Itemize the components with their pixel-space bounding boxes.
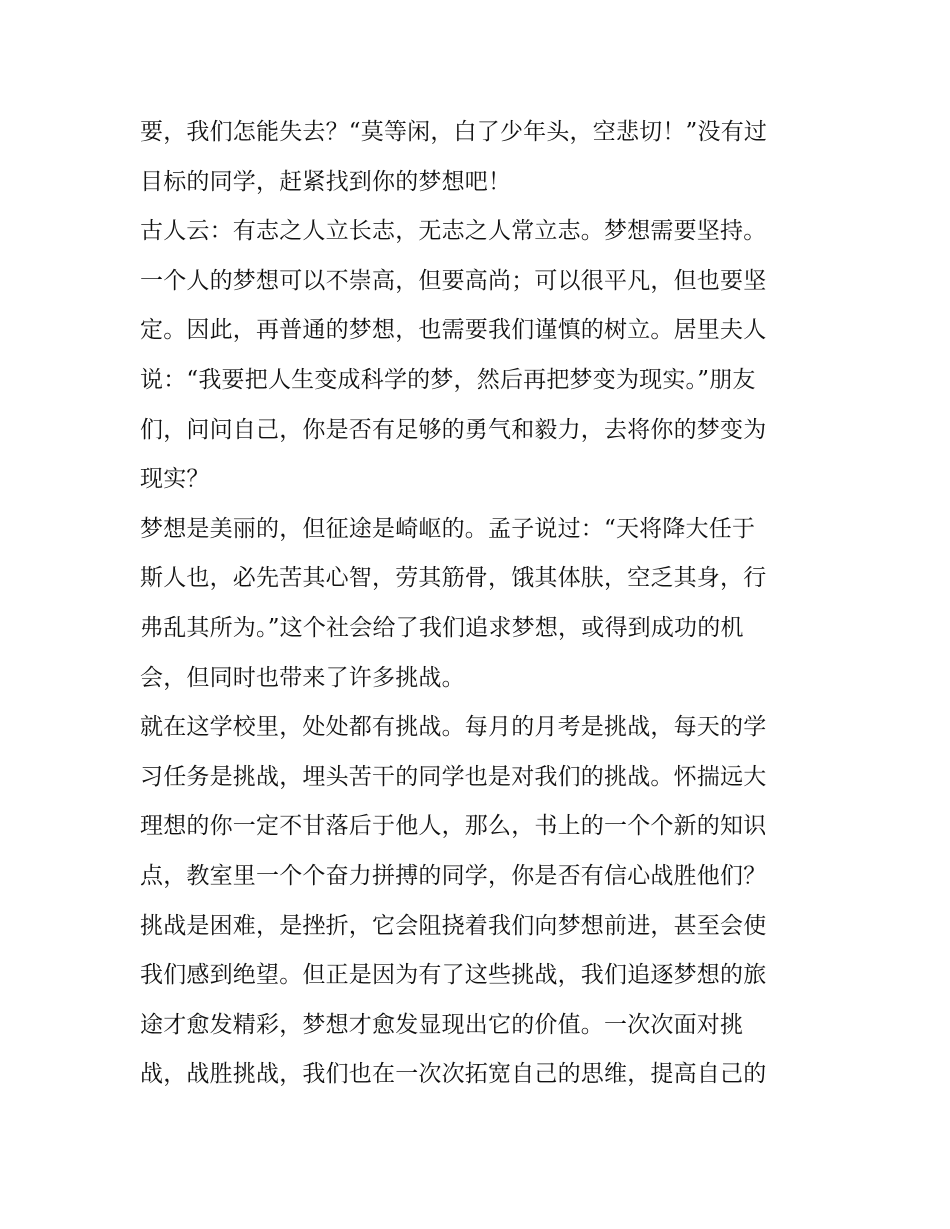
text-line: 挑战是困难，是挫折，它会阻挠着我们向梦想前进，甚至会使 bbox=[140, 912, 767, 939]
text-line: 现实？ bbox=[140, 466, 210, 493]
text-line: 点，教室里一个个奋力拼搏的同学，你是否有信心战胜他们？ bbox=[140, 862, 767, 889]
text-line: 弗乱其所为。”这个社会给了我们追求梦想，或得到成功的机 bbox=[140, 614, 744, 641]
text-line: 会，但同时也带来了许多挑战。 bbox=[140, 664, 465, 691]
text-line: 们，问问自己，你是否有足够的勇气和毅力，去将你的梦变为 bbox=[140, 416, 767, 443]
text-line: 习任务是挑战，埋头苦干的同学也是对我们的挑战。怀揣远大 bbox=[140, 763, 767, 790]
text-line: 定。因此，再普通的梦想，也需要我们谨慎的树立。居里夫人 bbox=[140, 317, 767, 344]
text-line: 一个人的梦想可以不崇高，但要高尚；可以很平凡，但也要坚 bbox=[140, 267, 767, 294]
text-line: 战，战胜挑战，我们也在一次次拓宽自己的思维，提高自己的 bbox=[140, 1061, 767, 1088]
text-line: 理想的你一定不甘落后于他人，那么，书上的一个个新的知识 bbox=[140, 813, 767, 840]
text-line: 梦想是美丽的，但征途是崎岖的。孟子说过：“天将降大任于 bbox=[140, 515, 756, 542]
text-line: 说：“我要把人生变成科学的梦，然后再把梦变为现实。”朋友 bbox=[140, 366, 756, 393]
text-line: 就在这学校里，处处都有挑战。每月的月考是挑战，每天的学 bbox=[140, 714, 767, 741]
text-line: 途才愈发精彩，梦想才愈发显现出它的价值。一次次面对挑 bbox=[140, 1011, 744, 1038]
text-line: 目标的同学，赶紧找到你的梦想吧！ bbox=[140, 168, 512, 195]
text-line: 我们感到绝望。但正是因为有了这些挑战，我们追逐梦想的旅 bbox=[140, 962, 767, 989]
body-text bbox=[140, 108, 820, 1100]
text-line: 要，我们怎能失去？“莫等闲，白了少年头，空悲切！”没有过 bbox=[140, 119, 768, 145]
text-line: 斯人也，必先苦其心智，劳其筋骨，饿其体肤，空乏其身，行 bbox=[140, 565, 767, 592]
text-line: 古人云：有志之人立长志，无志之人常立志。梦想需要坚持。 bbox=[140, 218, 767, 245]
